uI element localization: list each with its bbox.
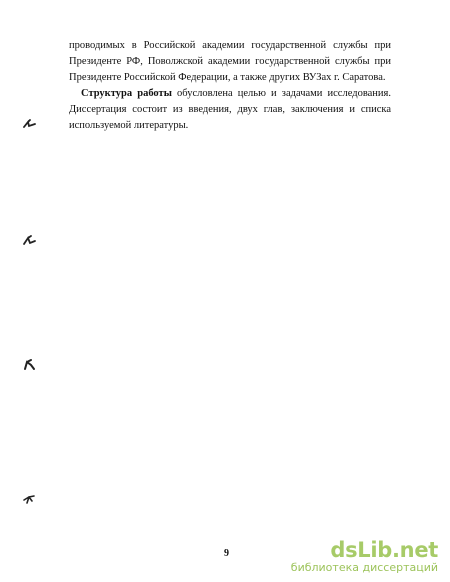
watermark-logo: dsLib.net xyxy=(330,538,438,562)
paragraph-2 xyxy=(69,86,391,134)
paragraph-1: проводимых в Российской академии государственной службы при Президенте РФ, Поволжской академии государственной службы при Президенте Российской Федерации, а также других ВУЗах г. Саратова. xyxy=(69,40,391,83)
section-heading-inline: Структура работы xyxy=(81,88,172,99)
watermark xyxy=(291,539,438,574)
paragraph-2-text: обусловлена целью и задачами исследования. Диссертация состоит из введения, двух глав, заключения и списка используемой литературы. xyxy=(69,88,391,131)
binding-hole-mark-icon xyxy=(22,492,38,506)
watermark-subtitle: библиотека диссертаций xyxy=(290,561,438,574)
binding-hole-mark-icon xyxy=(22,118,38,132)
binding-hole-mark-icon xyxy=(22,358,38,372)
page-number: 9 xyxy=(224,548,229,559)
body-text xyxy=(69,38,391,134)
binding-hole-mark-icon xyxy=(22,234,38,248)
